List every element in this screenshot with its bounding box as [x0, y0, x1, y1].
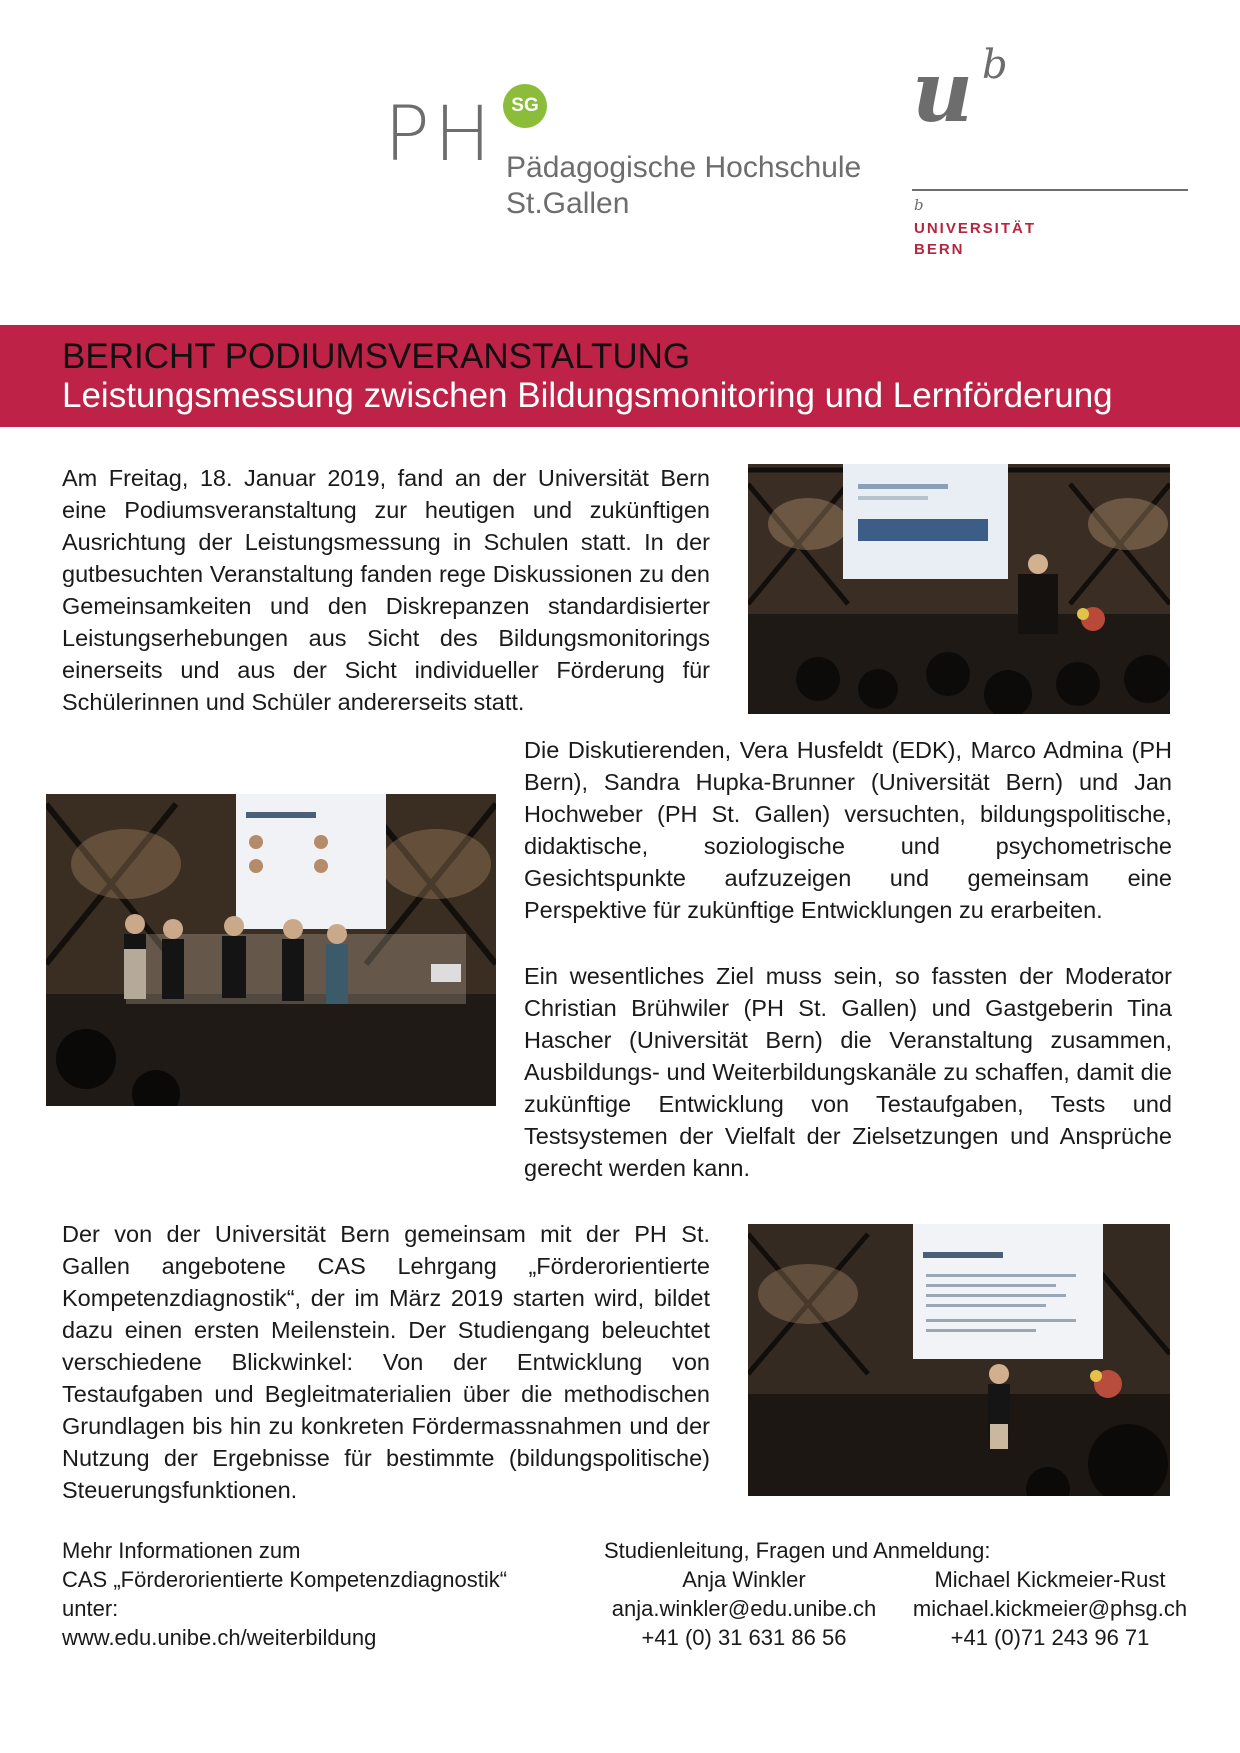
article-paragraph-2: Die Diskutierenden, Vera Husfeldt (EDK), Marco Admina (PH Bern), Sandra Hupka-Brunner (Universität Bern) und Jan Hochweber (PH St. Gallen) versuchten, bildungspolitische, didaktische, soziologische und psychometrische Gesichtspunkte aufzuzeigen und gemeinsam eine Perspektive für zukünftige Entwicklungen zu erarbeiten.	[524, 737, 1172, 923]
unibe-name-line1: UNIVERSITÄT	[914, 220, 1037, 237]
more-info-block	[62, 1536, 582, 1652]
event-photo-presenter-image	[748, 464, 1170, 714]
contact-heading: Studienleitung, Fragen und Anmeldung:	[604, 1538, 991, 1563]
article-paragraph-3: Ein wesentliches Ziel muss sein, so fassten der Moderator Christian Brühwiler (PH St. Gallen) und Gastgeberin Tina Hascher (Universität Bern) die Veranstaltung zusammen, Ausbildungs- und Weiterbildungskanäle zu schaffen, damit die zukünftige Entwicklung von Testaufgaben, Tests und Testsystemen der Vielfalt der Zielsetzungen und Ansprüche gerecht werden kann.	[524, 963, 1172, 1181]
unibe-logo-u: u	[912, 42, 974, 141]
more-info-line1: Mehr Informationen zum	[62, 1538, 301, 1563]
unibe-logo-mark	[912, 42, 1008, 141]
unibe-logo-name	[914, 218, 1036, 260]
phsg-logo-badge: SG	[503, 84, 547, 128]
contact-email[interactable]: anja.winkler@edu.unibe.ch	[611, 1596, 877, 1621]
contact-anja-winkler	[604, 1565, 884, 1652]
more-info-url[interactable]: www.edu.unibe.ch/weiterbildung	[62, 1625, 377, 1650]
article-paragraph-1: Am Freitag, 18. Januar 2019, fand an der Universität Bern eine Podiumsveranstaltung zur heutigen und zukünftigen Ausrichtung der Leistungsmessung in Schulen statt. In der gutbesuchten Veranstaltung fanden rege Diskussionen zu den Gemeinsamkeiten und den Diskrepanzen standardisierter Leistungserhebungen aus Sicht des Bildungsmonitorings einerseits und aus der Sicht individueller Förderung für Schülerinnen und Schüler andererseits statt.	[62, 465, 710, 715]
unibe-logo-b: b	[982, 42, 1008, 88]
unibe-logo-rule	[912, 189, 1188, 191]
article-paragraph-4: Der von der Universität Bern gemeinsam mit der PH St. Gallen angebotene CAS Lehrgang „Förderorientierte Kompetenzdiagnostik“, der im März 2019 starten wird, bildet dazu einen ersten Meilenstein. Der Studiengang beleuchtet verschiedene Blickwinkel: Von der Entwicklung von Testaufgaben und Begleitmaterialien über die methodischen Grundlagen bis hin zu konkreten Fördermassnahmen und der Nutzung der Ergebnisse für bestimmte (bildungspolitische) Steuerungsfunktionen.	[62, 1221, 710, 1503]
phsg-name-line1: Pädagogische Hochschule	[506, 151, 862, 184]
phsg-name-line2: St.Gallen	[506, 187, 630, 220]
unibe-name-line2: BERN	[914, 241, 965, 258]
event-photo-presenter	[748, 464, 1170, 714]
phsg-logo-mark: PH	[384, 89, 495, 178]
contact-name: Anja Winkler	[682, 1567, 806, 1592]
contact-phone[interactable]: +41 (0) 31 631 86 56	[641, 1625, 847, 1650]
report-subtitle: Leistungsmessung zwischen Bildungsmonitoring und Lernförderung	[62, 376, 1113, 415]
more-info-line2: CAS „Förderorientierte Kompetenzdiagnostik“	[62, 1567, 508, 1592]
report-title: BERICHT PODIUMSVERANSTALTUNG	[62, 337, 691, 376]
event-photo-panel	[46, 794, 496, 1106]
contact-phone[interactable]: +41 (0)71 243 96 71	[950, 1625, 1150, 1650]
event-photo-panel-image	[46, 794, 496, 1106]
event-photo-speaker-image	[748, 1224, 1170, 1496]
contact-email[interactable]: michael.kickmeier@phsg.ch	[912, 1596, 1188, 1621]
more-info-line3: unter:	[62, 1596, 119, 1621]
phsg-logo-name	[506, 150, 861, 222]
unibe-logo-small-b: b	[914, 196, 924, 214]
contact-michael-kickmeier-rust	[900, 1565, 1200, 1652]
contact-name: Michael Kickmeier-Rust	[934, 1567, 1166, 1592]
event-photo-speaker	[748, 1224, 1170, 1496]
